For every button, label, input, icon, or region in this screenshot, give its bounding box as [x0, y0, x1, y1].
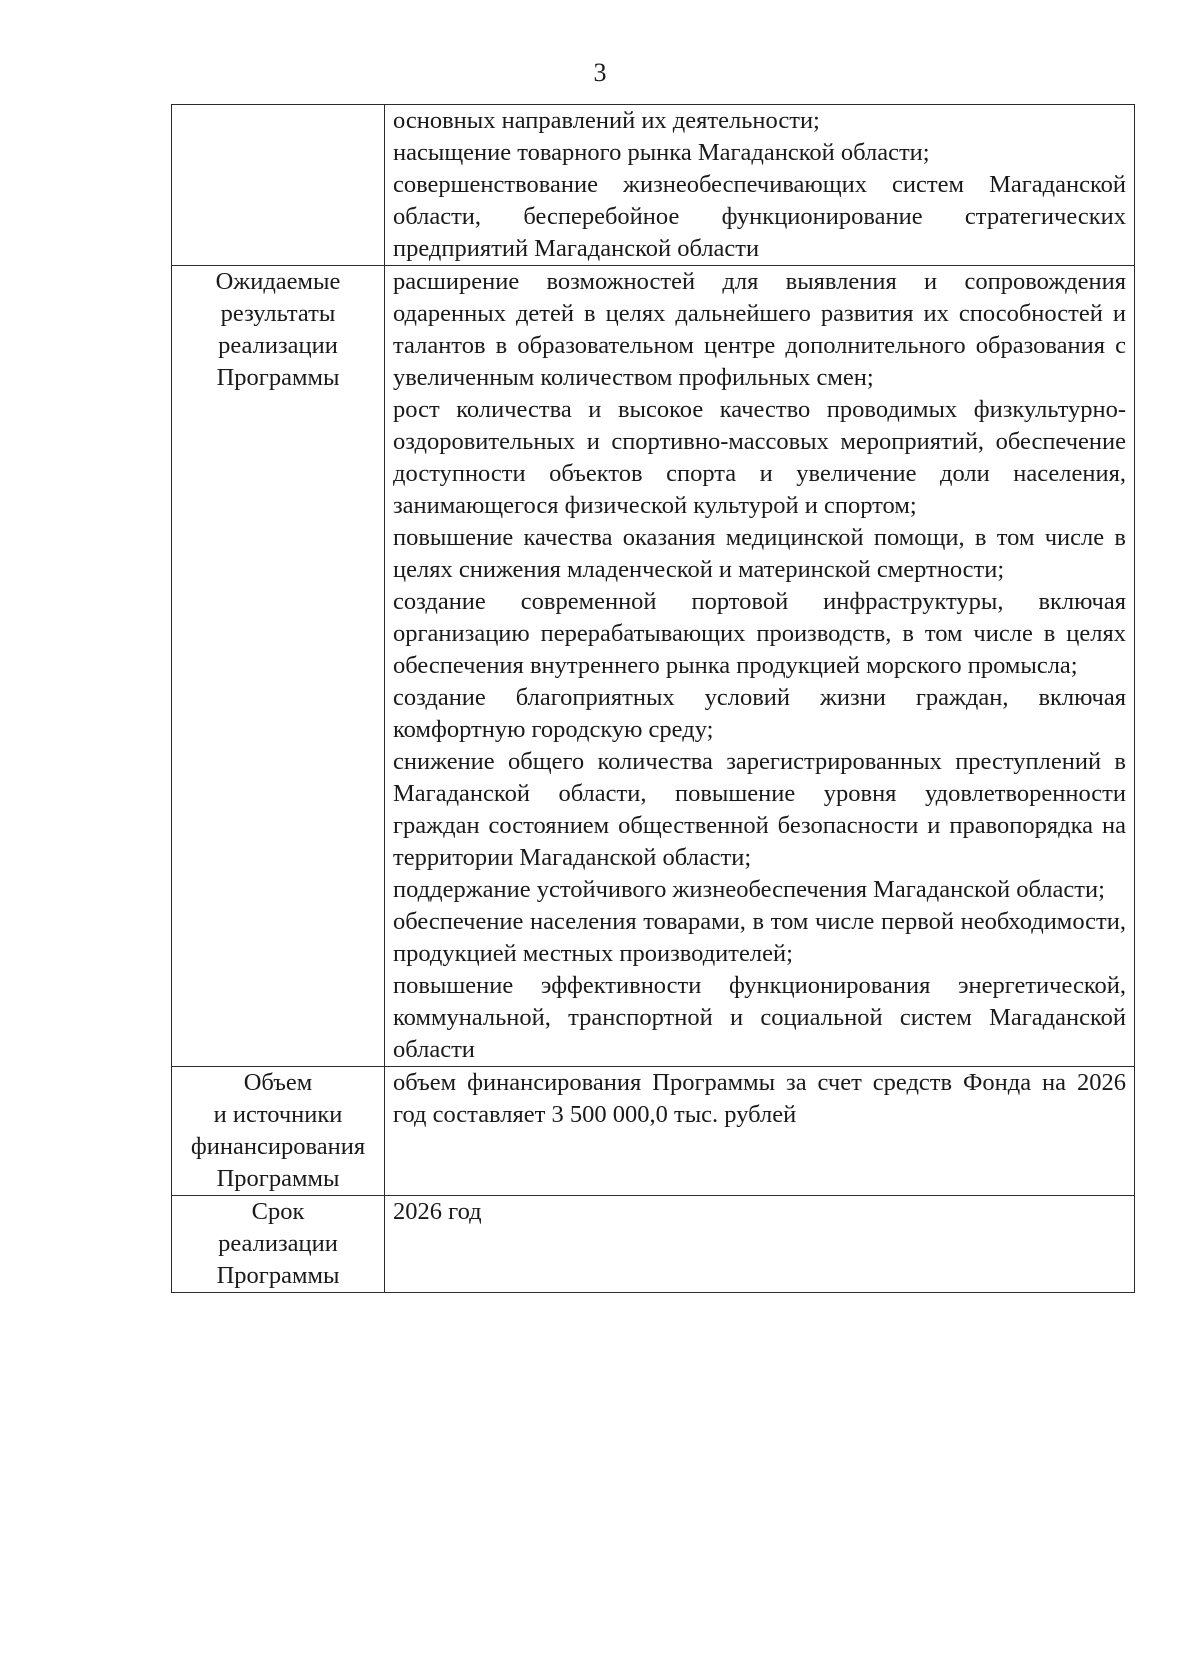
- content-paragraph: рост количества и высокое качество проводимых физкультурно-оздоровительных и спортивно-массовых мероприятий, обеспечение доступности объектов спорта и увеличение доли населения, занимающегося физической культурой и спортом;: [393, 396, 1126, 519]
- content-paragraph: обеспечение населения товарами, в том числе первой необходимости, продукцией местных производителей;: [393, 908, 1126, 967]
- content-paragraph: насыщение товарного рынка Магаданской области;: [393, 139, 930, 166]
- row-label-line: реализации: [218, 332, 338, 359]
- row-label-cell: [172, 266, 385, 1067]
- row-label-cell: [172, 1196, 385, 1293]
- content-paragraph: создание благоприятных условий жизни граждан, включая комфортную городскую среду;: [393, 684, 1126, 743]
- table-row: [172, 105, 1135, 266]
- row-label-line: Ожидаемые: [215, 268, 341, 295]
- row-label-line: реализации: [218, 1230, 338, 1257]
- row-label-cell: [172, 1067, 385, 1196]
- row-label-cell: [172, 105, 385, 266]
- row-label-line: Срок: [251, 1198, 305, 1225]
- row-label-line: Программы: [216, 364, 340, 391]
- row-label-line: Программы: [216, 1262, 340, 1289]
- table-row: [172, 1196, 1135, 1293]
- content-paragraph: 2026 год: [393, 1198, 482, 1225]
- table-row: [172, 266, 1135, 1067]
- content-paragraph: основных направлений их деятельности;: [393, 107, 820, 134]
- row-label-line: результаты: [220, 300, 336, 327]
- row-label-line: Программы: [216, 1165, 340, 1192]
- row-content-cell: [385, 266, 1135, 1067]
- row-content-cell: [385, 1196, 1135, 1293]
- row-label-line: Объем: [243, 1069, 313, 1096]
- content-paragraph: объем финансирования Программы за счет средств Фонда на 2026 год составляет 3 500 000,0 тыс. рублей: [393, 1069, 1126, 1128]
- row-content-cell: [385, 105, 1135, 266]
- content-paragraph: создание современной портовой инфраструктуры, включая организацию перерабатывающих производств, в том числе в целях обеспечения внутреннего рынка продукцией морского промысла;: [393, 588, 1126, 679]
- content-paragraph: расширение возможностей для выявления и сопровождения одаренных детей в целях дальнейшего развития их способностей и талантов в образовательном центре дополнительного образования с увеличенным количеством профильных смен;: [393, 268, 1126, 391]
- row-content-cell: [385, 1067, 1135, 1196]
- table-row: [172, 1067, 1135, 1196]
- page-number: 3: [593, 58, 607, 87]
- content-paragraph: повышение эффективности функционирования энергетической, коммунальной, транспортной и социальной систем Магаданской области: [393, 972, 1126, 1063]
- content-paragraph: совершенствование жизнеобеспечивающих систем Магаданской области, бесперебойное функционирование стратегических предприятий Магаданской области: [393, 171, 1126, 262]
- content-paragraph: снижение общего количества зарегистрированных преступлений в Магаданской области, повышение уровня удовлетворенности граждан состоянием общественной безопасности и правопорядка на территории Магаданской области;: [393, 748, 1126, 871]
- content-paragraph: поддержание устойчивого жизнеобеспечения Магаданской области;: [393, 876, 1105, 903]
- row-label-line: финансирования: [190, 1133, 366, 1160]
- content-paragraph: повышение качества оказания медицинской помощи, в том числе в целях снижения младенческой и материнской смертности;: [393, 524, 1126, 583]
- program-passport-table: [171, 104, 1135, 1293]
- row-label-line: и источники: [213, 1101, 343, 1128]
